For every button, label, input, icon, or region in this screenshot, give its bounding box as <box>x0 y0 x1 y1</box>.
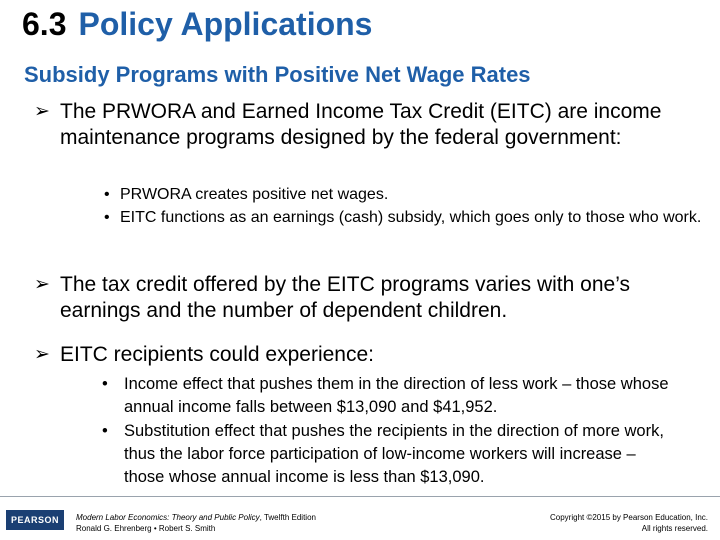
arrow-bullet-icon: ➢ <box>34 274 50 295</box>
bullet-1-text: The PRWORA and Earned Income Tax Credit (EITC) are income maintenance programs designed by the federal government: <box>60 100 662 149</box>
section-title: Policy Applications <box>78 6 373 42</box>
list-item: • PRWORA creates positive net wages. <box>104 186 389 203</box>
copyright-line: Copyright ©2015 by Pearson Education, Inc. <box>550 513 708 522</box>
list-item: • Income effect that pushes them in the direction of less work – those whose annual income falls between $13,090 and $41,952. <box>102 373 674 419</box>
slide-title <box>22 6 372 43</box>
bullet-2-text: The tax credit offered by the EITC programs varies with one’s earnings and the number of dependent children. <box>60 273 630 322</box>
bullet-3-subs <box>34 373 674 489</box>
dot-bullet-icon: • <box>102 375 108 393</box>
dot-bullet-icon: • <box>102 422 108 440</box>
list-item: • EITC functions as an earnings (cash) subsidy, which goes only to those who work. <box>104 209 702 226</box>
rights-line: All rights reserved. <box>641 524 708 533</box>
list-item: • Substitution effect that pushes the recipients in the direction of more work, thus the labor force participation of low-income workers will increase – those whose annual income is less than $13,090. <box>102 420 674 489</box>
footer-divider <box>0 496 720 497</box>
bullet-3 <box>34 342 704 368</box>
bullet-1-subs <box>34 184 704 228</box>
bullet-2 <box>34 272 704 324</box>
slide-footer <box>0 496 720 540</box>
book-citation <box>76 512 316 534</box>
copyright <box>550 512 708 534</box>
dot-bullet-icon: • <box>104 209 110 226</box>
book-title: Modern Labor Economics: Theory and Public Policy <box>76 513 260 522</box>
book-edition: , Twelfth Edition <box>259 513 316 522</box>
slide-subtitle: Subsidy Programs with Positive Net Wage Rates <box>24 62 531 87</box>
book-authors: Ronald G. Ehrenberg • Robert S. Smith <box>76 524 216 533</box>
section-number: 6.3 <box>22 6 67 42</box>
bullet-3-text: EITC recipients could experience: <box>60 343 374 366</box>
dot-bullet-icon: • <box>104 186 110 203</box>
pearson-logo: PEARSON <box>6 510 64 530</box>
arrow-bullet-icon: ➢ <box>34 344 50 365</box>
arrow-bullet-icon: ➢ <box>34 101 50 122</box>
bullet-1 <box>34 99 704 151</box>
